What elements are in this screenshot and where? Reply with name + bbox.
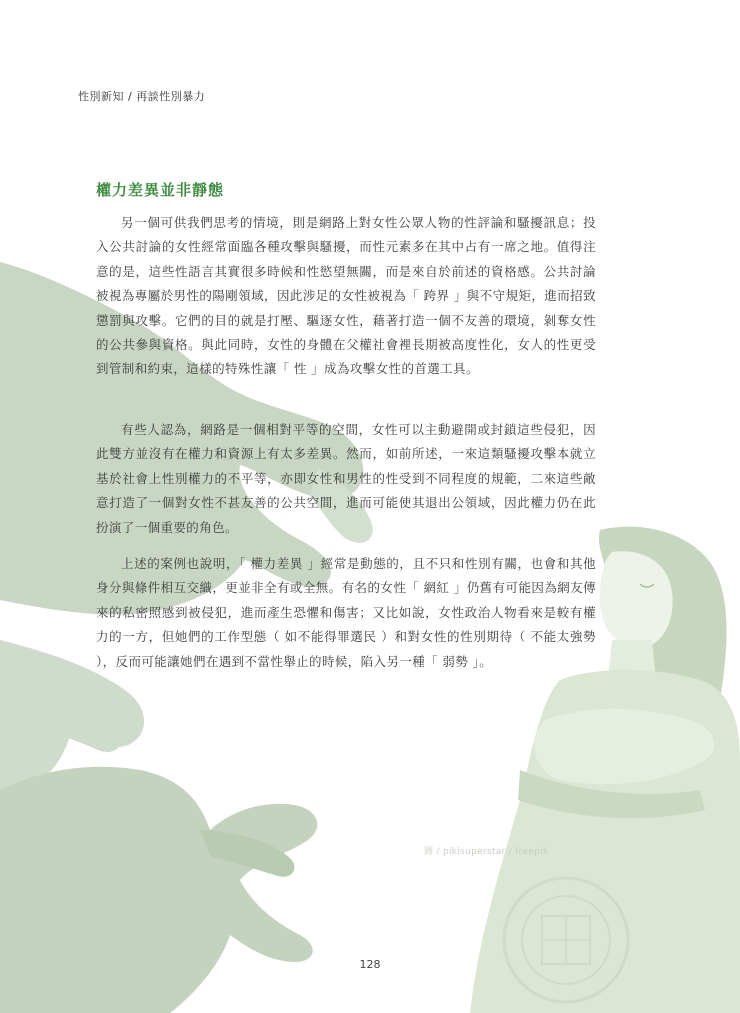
image-credit: 圖 / pikisuperstar / freepik [424,847,549,857]
page-number: 128 [359,958,381,971]
running-head: 性別新知 / 再談性別暴力 [78,90,206,103]
body-paragraph-2: 有些人認為，網路是一個相對平等的空間，女性可以主動避開或封鎖這些侵犯，因此雙方並沒有在權力和資源上有太多差異。然而，如前所述，一來這類騷擾攻擊本就立基於社會上性別權力的不平等，亦即女性和男性的性受到不同程度的規範，二來這些敵意打造了一個對女性不甚友善的公共空間，進而可能使其退出公領域，因此權力仍在此扮演了一個重要的角色。 [96,422,596,535]
library-seal-stamp [504,878,628,1002]
body-paragraph-1: 另一個可供我們思考的情境，則是網路上對女性公眾人物的性評論和騷擾訊息；投入公共討論的女性經常面臨各種攻擊與騷擾，而性元素多在其中占有一席之地。值得注意的是，這些性語言其實很多時候和性慾望無關，而是來自於前述的資格感。公共討論被視為專屬於男性的陽剛領域，因此涉足的女性被視為「 跨界 」與不守規矩，進而招致懲罰與攻擊。它們的目的就是打壓、驅逐女性，藉著打造一個不友善的環境，剝奪女性的公共參與資格。與此同時，女性的身體在父權社會裡長期被高度性化，女人的性更受到管制和約束，這樣的特殊性讓「 性 」成為攻擊女性的首選工具。 [96,215,596,377]
hand-bottom-left [0,767,317,1013]
body-paragraph-3: 上述的案例也說明，「 權力差異 」經常是動態的，且不只和性別有關，也會和其他身分與條件相互交織，更並非全有或全無。有名的女性「 網紅 」仍舊有可能因為網友傳來的私密照感到被侵犯，進而產生恐懼和傷害；又比如說，女性政治人物看來是較有權力的一方，但她們的工作型態（ 如不能得罪選民 ）和對女性的性別期待（ 不能太強勢 ），反而可能讓她們在遇到不當性舉止的時候，陷入另一種「 弱勢 」。 [96,556,596,669]
section-title: 權力差異並非靜態 [96,181,225,199]
